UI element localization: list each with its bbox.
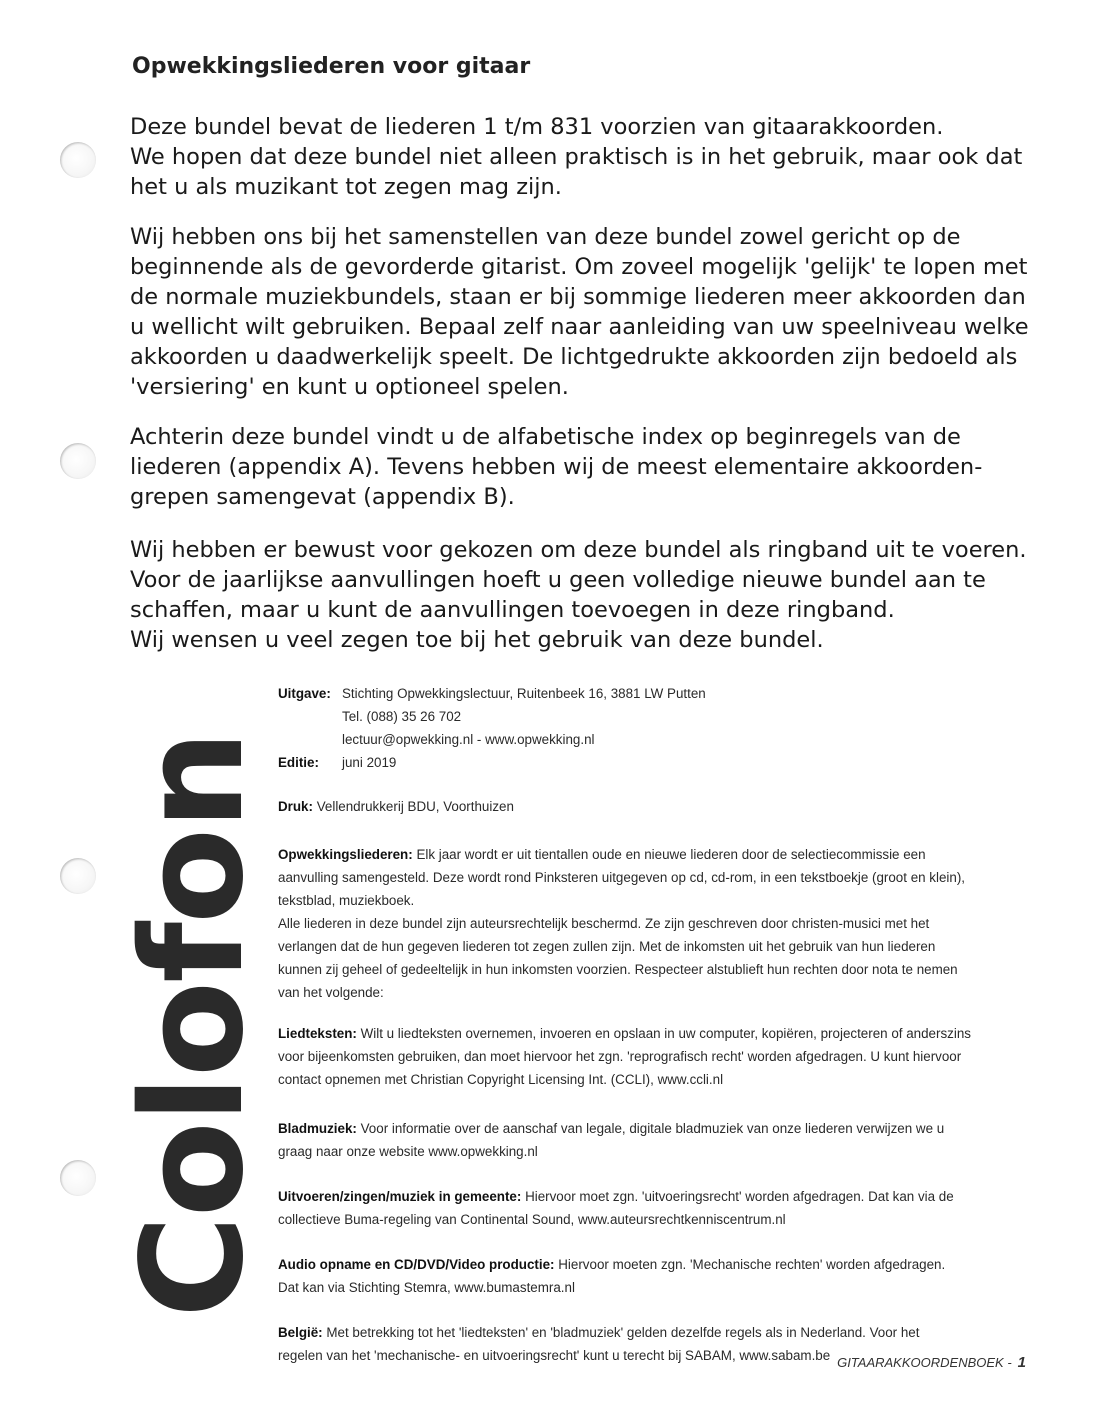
text-line: contact opnemen met Christian Copyright Licensing Int. (CCLI), www.ccli.nl — [278, 1072, 724, 1087]
intro-line: liederen (appendix A). Tevens hebben wij de meest elementaire akkoorden- — [130, 454, 983, 480]
uitgave-label: Uitgave: — [278, 686, 331, 701]
intro-line: de normale muziekbundels, staan er bij sommige liederen meer akkoorden dan — [130, 284, 1026, 310]
intro-paragraph — [130, 535, 1060, 655]
intro-line: Achterin deze bundel vindt u de alfabetische index op beginregels van de — [130, 424, 961, 450]
page-footer — [837, 1354, 1026, 1371]
intro-line: Wij wensen u veel zegen toe bij het gebruik van deze bundel. — [130, 627, 824, 653]
intro-line: Wij hebben ons bij het samenstellen van deze bundel zowel gericht op de — [130, 224, 961, 250]
page-number: 1 — [1017, 1354, 1026, 1371]
intro-line: beginnende als de gevorderde gitarist. Om zoveel mogelijk 'gelijk' te lopen met — [130, 254, 1028, 280]
text-line: regelen van het 'mechanische- en uitvoeringsrecht' kunt u terecht bij SABAM, www.sabam.be — [278, 1348, 831, 1363]
editie-value: juni 2019 — [342, 755, 397, 770]
intro-line: 'versiering' en kunt u optioneel spelen. — [130, 374, 569, 400]
bladmuziek-text: Voor informatie over de aanschaf van legale, digitale bladmuziek van onze liederen verwijzen we u — [360, 1121, 945, 1136]
belgie-text: Met betrekking tot het 'liedteksten' en 'bladmuziek' gelden dezelfde regels als in Nederland. Voor het — [326, 1325, 920, 1340]
intro-line: akkoorden u daadwerkelijk speelt. De lichtgedrukte akkoorden zijn bedoeld als — [130, 344, 1018, 370]
intro-line: Wij hebben er bewust voor gekozen om deze bundel als ringband uit te voeren. — [130, 537, 1027, 563]
punch-hole — [60, 858, 96, 894]
text-line: kunnen zij geheel of gedeeltelijk in hun inkomsten voorzien. Respecteer alstublieft hun rechten door nota te nemen — [278, 962, 958, 977]
intro-line: Voor de jaarlijkse aanvullingen hoeft u geen volledige nieuwe bundel aan te — [130, 567, 986, 593]
intro-line: We hopen dat deze bundel niet alleen praktisch is in het gebruik, maar ook dat — [130, 144, 1023, 170]
liedteksten-label: Liedteksten: — [278, 1026, 357, 1041]
footer-label: GITAARAKKOORDENBOEK - — [837, 1355, 1012, 1370]
uitgave-line: Stichting Opwekkingslectuur, Ruitenbeek 16, 3881 LW Putten — [342, 686, 706, 701]
intro-line: u wellicht wilt gebruiken. Bepaal zelf naar aanleiding van uw speelniveau welke — [130, 314, 1029, 340]
text-line: collectieve Buma-regeling van Continental Sound, www.auteursrechtkenniscentrum.nl — [278, 1212, 786, 1227]
intro-line: grepen samengevat (appendix B). — [130, 484, 515, 510]
uitvoeren-block — [278, 1185, 1038, 1231]
opwekkingsliederen-text: Elk jaar wordt er uit tientallen oude en nieuwe liederen door de selectiecommissie een — [416, 847, 926, 862]
druk-label: Druk: — [278, 799, 313, 814]
punch-hole — [60, 1160, 96, 1196]
belgie-label: België: — [278, 1325, 323, 1340]
intro-paragraph — [130, 222, 1060, 402]
text-line: tekstblad, muziekboek. — [278, 893, 415, 908]
liedteksten-block — [278, 1022, 1038, 1091]
druk-block — [278, 795, 1038, 818]
colofon-vertical-title: Colofon — [112, 732, 275, 1318]
uitgave-block — [278, 682, 1038, 774]
intro-paragraph — [130, 112, 1060, 202]
text-line: graag naar onze website www.opwekking.nl — [278, 1144, 538, 1159]
text-line: aanvulling samengesteld. Deze wordt rond Pinksteren uitgegeven op cd, cd-rom, in een tekstboekje (groot en klein), — [278, 870, 966, 885]
punch-hole — [60, 443, 96, 479]
intro-line: schaffen, maar u kunt de aanvullingen toevoegen in deze ringband. — [130, 597, 895, 623]
intro-line: Deze bundel bevat de liederen 1 t/m 831 voorzien van gitaarakkoorden. — [130, 114, 944, 140]
opwekkingsliederen-block — [278, 843, 1038, 1004]
uitgave-line: lectuur@opwekking.nl - www.opwekking.nl — [342, 732, 595, 747]
text-line: van het volgende: — [278, 985, 384, 1000]
editie-label: Editie: — [278, 755, 319, 770]
text-line: Dat kan via Stichting Stemra, www.bumastemra.nl — [278, 1280, 575, 1295]
audio-label: Audio opname en CD/DVD/Video productie: — [278, 1257, 555, 1272]
audio-text: Hiervoor moeten zgn. 'Mechanische rechten' worden afgedragen. — [558, 1257, 946, 1272]
punch-hole — [60, 142, 96, 178]
audio-block — [278, 1253, 1038, 1299]
intro-paragraph — [130, 422, 1060, 512]
opwekkingsliederen-label: Opwekkingsliederen: — [278, 847, 413, 862]
bladmuziek-block — [278, 1117, 1038, 1163]
text-line: Alle liederen in deze bundel zijn auteursrechtelijk beschermd. Ze zijn geschreven door christen-musici met het — [278, 916, 930, 931]
text-line: verlangen dat de hun gegeven liederen tot zegen zullen zijn. Met de inkomsten uit het gebruik van hun liederen — [278, 939, 936, 954]
bladmuziek-label: Bladmuziek: — [278, 1121, 357, 1136]
uitvoeren-label: Uitvoeren/zingen/muziek in gemeente: — [278, 1189, 522, 1204]
page-title: Opwekkingsliederen voor gitaar — [132, 54, 531, 79]
liedteksten-text: Wilt u liedteksten overnemen, invoeren en opslaan in uw computer, kopiëren, projecteren of anderszins — [360, 1026, 971, 1041]
uitgave-line: Tel. (088) 35 26 702 — [342, 709, 462, 724]
uitvoeren-text: Hiervoor moet zgn. 'uitvoeringsrecht' worden afgedragen. Dat kan via de — [525, 1189, 954, 1204]
druk-value: Vellendrukkerij BDU, Voorthuizen — [316, 799, 514, 814]
text-line: voor bijeenkomsten gebruiken, dan moet hiervoor het zgn. 'reprografisch recht' worden afgedragen. U kunt hiervoor — [278, 1049, 962, 1064]
intro-line: het u als muzikant tot zegen mag zijn. — [130, 174, 562, 200]
